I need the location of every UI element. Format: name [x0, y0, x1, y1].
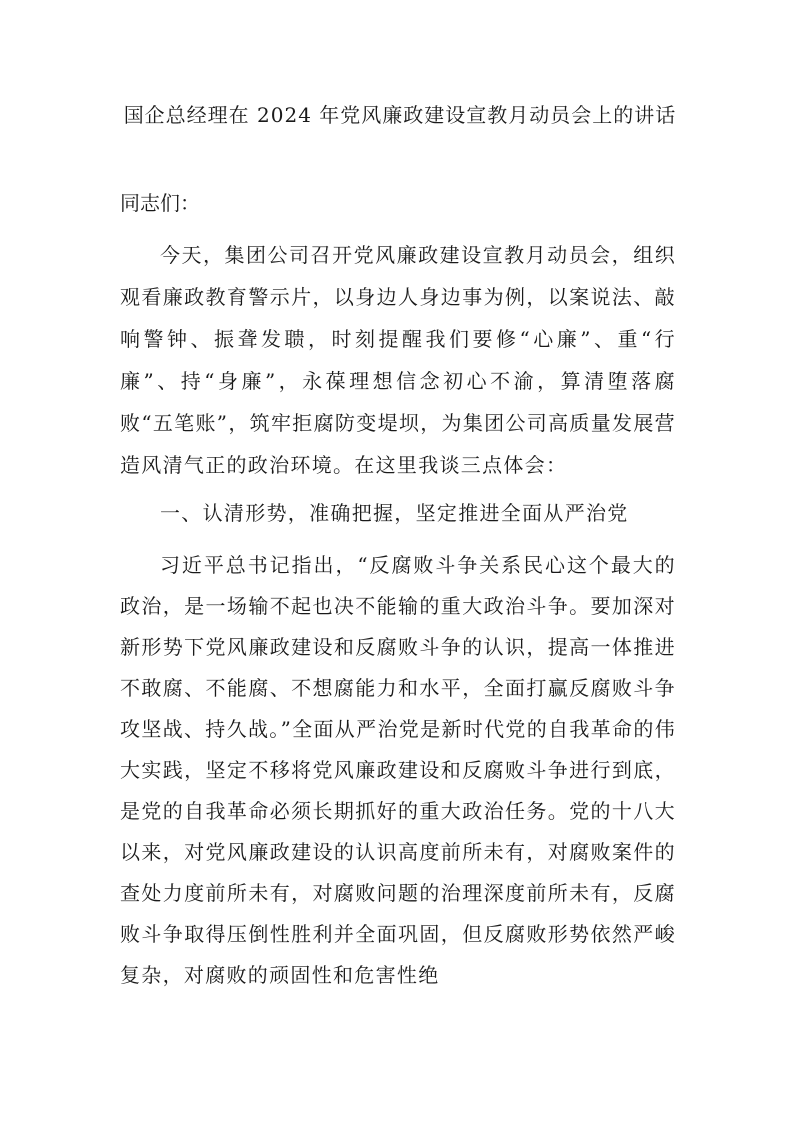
opening-paragraph: 今天，集团公司召开党风廉政建设宣教月动员会，组织观看廉政教育警示片，以身边人身边事为例，以案说法、敲响警钟、振聋发聩，时刻提醒我们要修“心廉”、重“行廉”、持“身廉”，永葆理想信念初心不渝，算清堕落腐败“五笔账”，筑牢拒腐防变堤坝，为集团公司高质量发展营造风清气正的政治环境。在这里我谈三点体会： — [120, 243, 676, 477]
document-title: 国企总经理在 2024 年党风廉政建设宣教月动员会上的讲话 — [123, 103, 677, 127]
salutation: 同志们： — [120, 191, 200, 215]
section-1-paragraph: 习近平总书记指出，“反腐败斗争关系民心这个最大的政治，是一场输不起也决不能输的重大政治斗争。要加深对新形势下党风廉政建设和反腐败斗争的认识，提高一体推进不敢腐、不能腐、不想腐能力和水平，全面打赢反腐败斗争攻坚战、持久战。”全面从严治党是新时代党的自我革命的伟大实践，坚定不移将党风廉政建设和反腐败斗争进行到底，是党的自我革命必须长期抓好的重大政治任务。党的十八大以来，对党风廉政建设的认识高度前所未有，对腐败案件的查处力度前所未有，对腐败问题的治理深度前所未有，反腐败斗争取得压倒性胜利并全面巩固，但反腐败形势依然严峻复杂，对腐败的顽固性和危害性绝 — [120, 553, 676, 987]
section-heading-1: 一、认清形势，准确把握，坚定推进全面从严治党 — [160, 501, 629, 525]
